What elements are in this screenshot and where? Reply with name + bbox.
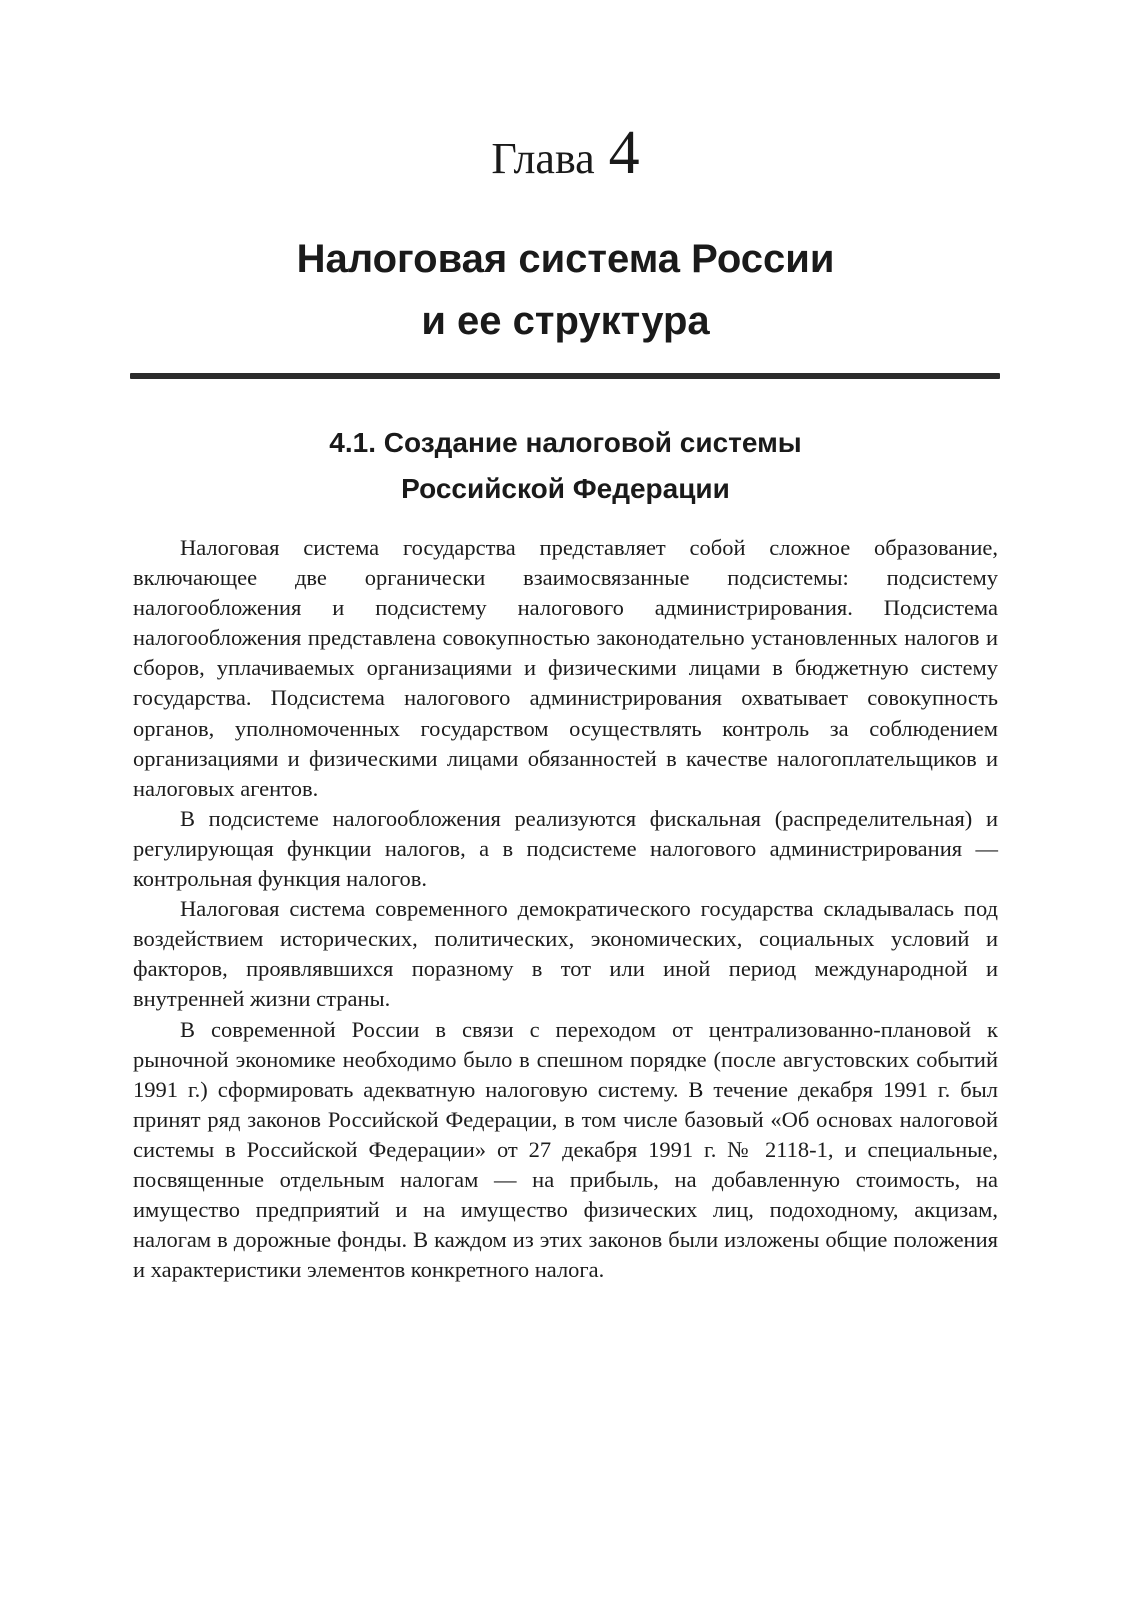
chapter-divider xyxy=(130,373,1000,379)
chapter-title xyxy=(0,228,1131,352)
chapter-heading xyxy=(0,118,1131,189)
section-title-line-2: Российской Федерации xyxy=(401,473,730,504)
chapter-title-line-2: и ее структура xyxy=(421,299,710,343)
section-title xyxy=(0,420,1131,512)
chapter-number: 4 xyxy=(608,119,640,187)
paragraph-1: Налоговая система государства представляет собой сложное образование, включающее две органически взаимосвязанные подсистемы: подсистему налогообложения и подсистему налогового администрирования. Подсистема налогообложения представлена совокупностью законодательно установленных налогов и сборов, уплачиваемых организациями и физическими лицами в бюджетную систему государства. Подсистема налогового администрирования охватывает совокупность органов, уполномоченных государством осуществлять контроль за соблюдением организациями и физическими лицами обязанностей в качестве налогоплательщиков и налоговых агентов. xyxy=(133,535,998,801)
paragraph-4: В современной России в связи с переходом от централизованно-плановой к рыночной экономике необходимо было в спешном порядке (после августовских событий 1991 г.) сформировать адекватную налоговую систему. В течение декабря 1991 г. был принят ряд законов Российской Федерации, в том числе базовый «Об основах налоговой системы в Российской Федерации» от 27 декабря 1991 г. № 2118-1, и специальные, посвященные отдельным налогам — на прибыль, на добавленную стоимость, на имущество предприятий и на имущество физических лиц, подоходному, акцизам, налогам в дорожные фонды. В каждом из этих законов были изложены общие положения и характеристики элементов конкретного налога. xyxy=(133,1016,998,1283)
paragraph-3: Налоговая система современного демократического государства складывалась под воздействием исторических, политических, экономических, социальных условий и факторов, проявлявшихся поразному в тот или иной период международной и внутренней жизни страны. xyxy=(133,896,998,1012)
paragraph-2: В подсистеме налогообложения реализуются фискальная (распределительная) и регулирующая функции налогов, а в подсистеме налогового администрирования — контрольная функция налогов. xyxy=(133,805,998,892)
body-text xyxy=(133,533,998,1285)
section-title-line-1: 4.1. Создание налоговой системы xyxy=(329,427,802,458)
chapter-word: Глава xyxy=(491,134,595,183)
chapter-title-line-1: Налоговая система России xyxy=(296,237,835,281)
